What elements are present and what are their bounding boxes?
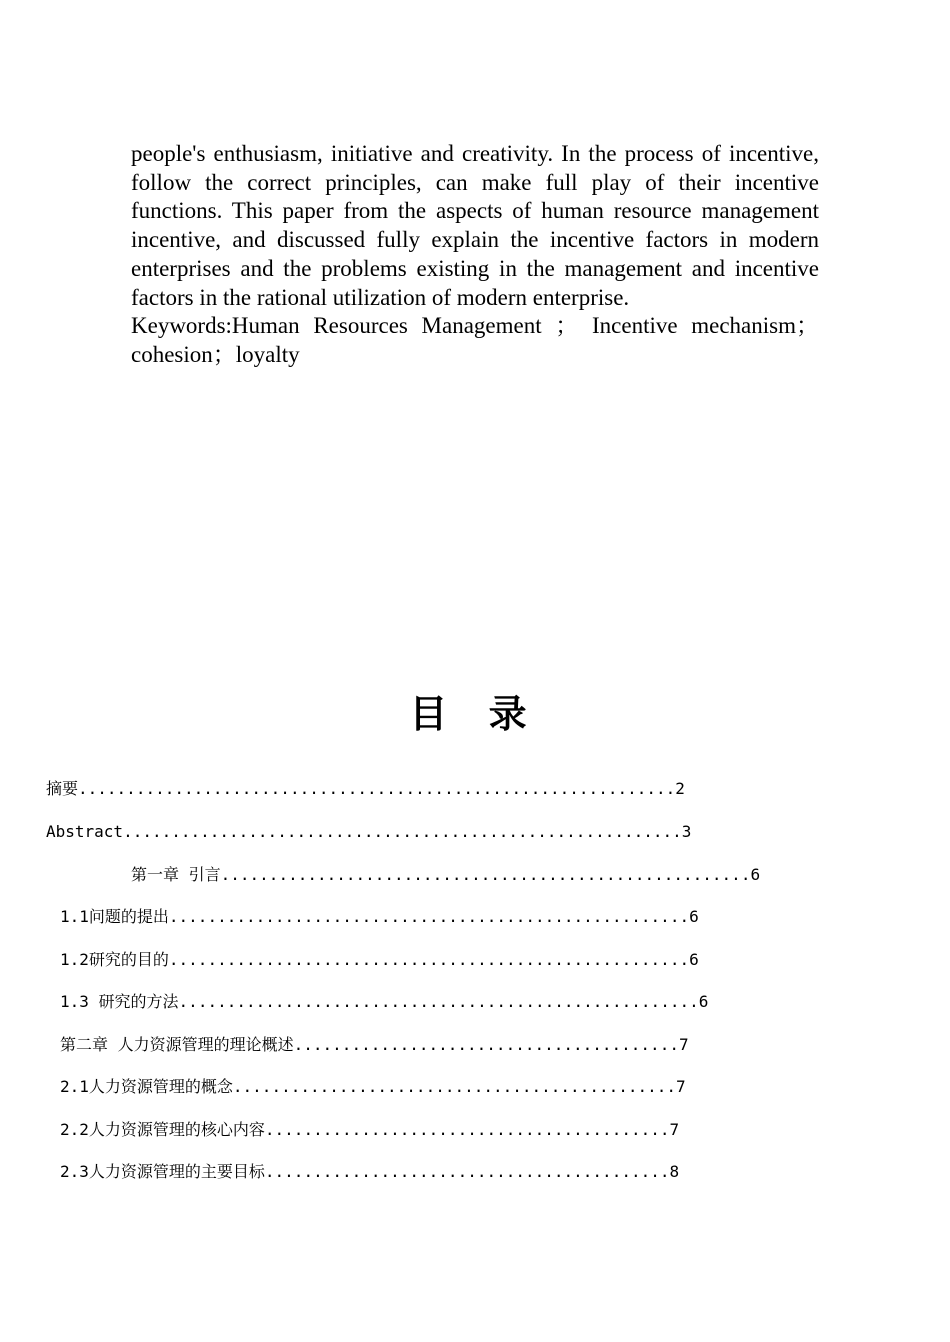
toc-entry-label: 1.2研究的目的	[60, 950, 169, 969]
toc-entry-leader: ......................................................	[168, 907, 690, 926]
abstract-body: people's enthusiasm, initiative and creativity. In the process of incentive, follow the correct principles, can make full play of their incentive functions. This paper from the aspects of human resource management incentive, and discussed fully explain the incentive factors in modern enterprises and the problems existing in the management and incentive factors in the rational utilization of modern enterprise.	[131, 141, 819, 310]
toc-entry-2-1[interactable]	[60, 1076, 686, 1098]
toc-entry-1-1[interactable]	[60, 906, 699, 928]
toc-entry-chapter-1[interactable]	[131, 864, 760, 886]
toc-entry-leader: .......................................................	[220, 865, 751, 884]
toc-entry-page: 6	[689, 907, 699, 926]
toc-entry-abstract-en[interactable]	[46, 821, 691, 843]
toc-entry-1-2[interactable]	[60, 949, 699, 971]
toc-entry-2-2[interactable]	[60, 1119, 679, 1141]
toc-entry-leader: ..........................................	[264, 1120, 670, 1139]
toc-entry-label: 摘要	[46, 779, 79, 798]
toc-entry-page: 6	[689, 950, 699, 969]
toc-entry-label: Abstract	[46, 822, 124, 841]
toc-entry-leader: ..............................................	[232, 1077, 677, 1096]
toc-entry-chapter-2[interactable]	[60, 1034, 689, 1056]
toc-entry-leader: ......................................................	[178, 992, 699, 1011]
toc-entry-page: 7	[678, 1035, 689, 1054]
toc-entry-page: 2	[675, 779, 685, 798]
toc-entry-leader: ........................................	[293, 1035, 679, 1054]
toc-entry-leader: ..............................................................	[78, 779, 676, 798]
toc-entry-2-3[interactable]	[60, 1161, 679, 1183]
toc-entry-label: 2.3人力资源管理的主要目标	[60, 1162, 265, 1181]
toc-entry-abstract-cn[interactable]	[46, 778, 685, 800]
abstract-section	[131, 140, 819, 370]
toc-entry-label: 第二章 人力资源管理的理论概述	[60, 1035, 294, 1054]
toc-entry-1-3[interactable]	[60, 991, 708, 1013]
toc-entry-label: 1.3 研究的方法	[60, 992, 179, 1011]
toc-entry-leader: ..........................................................	[123, 822, 682, 841]
toc-entry-page: 7	[676, 1077, 686, 1096]
toc-entry-label: 1.1问题的提出	[60, 907, 169, 926]
toc-entry-label: 2.2人力资源管理的核心内容	[60, 1120, 265, 1139]
toc-entry-page: 7	[669, 1120, 680, 1139]
toc-entry-page: 8	[669, 1162, 680, 1181]
toc-entry-page: 6	[750, 865, 761, 884]
toc-entry-page: 3	[681, 822, 692, 841]
abstract-keywords: Keywords:Human Resources Management ； Incentive mechanism；cohesion；loyalty	[131, 313, 819, 367]
toc-entry-page: 6	[698, 992, 709, 1011]
toc-entry-leader: ..........................................	[264, 1162, 670, 1181]
toc-title: 目 录	[409, 692, 541, 736]
toc-entry-leader: ......................................................	[168, 950, 690, 969]
toc-entry-label: 第一章 引言	[131, 865, 221, 884]
toc-entry-label: 2.1人力资源管理的概念	[60, 1077, 233, 1096]
